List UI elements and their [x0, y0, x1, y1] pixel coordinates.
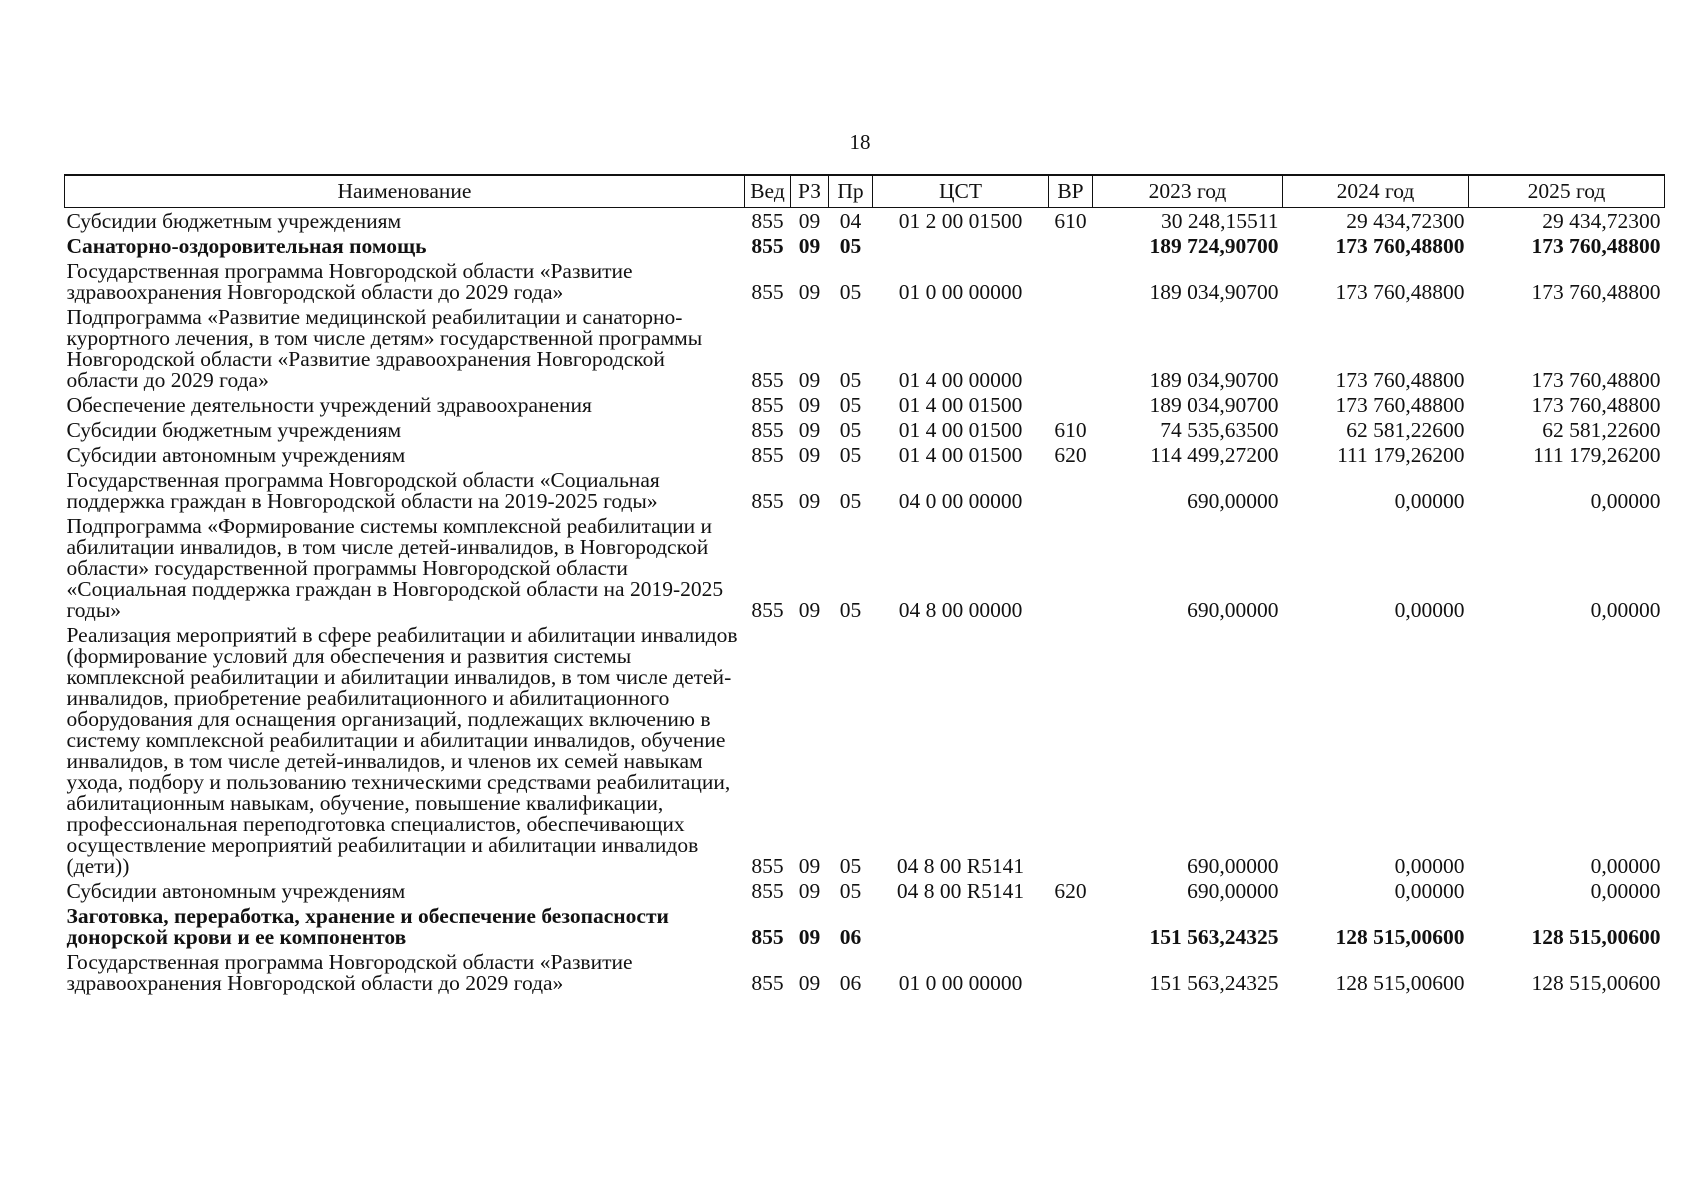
row-2023: 189 034,90700	[1149, 280, 1279, 304]
row-2024: 128 515,00600	[1335, 925, 1465, 949]
row-rz: 09	[798, 209, 821, 233]
row-rz: 09	[798, 489, 821, 513]
row-2024: 111 179,26200	[1337, 443, 1465, 467]
row-vr	[1049, 258, 1093, 304]
row-name: Подпрограмма «Развитие медицинской реабилитации и санаторно-курортного лечения, в том числе детям» государственной программы Новгородской области «Развитие здравоохранения Новгородской области до 2029 года»	[66, 305, 703, 392]
row-vr	[1049, 304, 1093, 392]
row-cst: 01 0 00 00000	[898, 280, 1023, 304]
row-ved: 855	[751, 280, 784, 304]
row-2024: 173 760,48800	[1335, 280, 1465, 304]
row-2025: 128 515,00600	[1531, 971, 1661, 995]
row-name: Государственная программа Новгородской области «Социальная поддержка граждан в Новгородской области на 2019-2025 годы»	[66, 468, 660, 513]
row-2024: 0,00000	[1394, 598, 1465, 622]
row-pr: 05	[839, 879, 862, 903]
row-rz: 09	[798, 393, 821, 417]
header-vr: ВР	[1049, 175, 1093, 208]
table-body	[65, 208, 1665, 996]
table-row	[65, 208, 1665, 234]
row-2023: 690,00000	[1187, 598, 1279, 622]
table-row	[65, 513, 1665, 622]
header-name: Наименование	[65, 175, 745, 208]
row-vr	[1049, 513, 1093, 622]
row-rz: 09	[798, 971, 821, 995]
row-2023: 690,00000	[1187, 854, 1279, 878]
row-2023: 114 499,27200	[1150, 443, 1279, 467]
row-2025: 173 760,48800	[1531, 234, 1661, 258]
row-2025: 0,00000	[1590, 598, 1661, 622]
row-2025: 0,00000	[1590, 854, 1661, 878]
row-2023: 189 034,90700	[1149, 393, 1279, 417]
row-vr: 620	[1054, 443, 1087, 467]
row-pr: 05	[839, 393, 862, 417]
row-ved: 855	[751, 925, 784, 949]
row-vr	[1049, 949, 1093, 995]
row-2025: 62 581,22600	[1542, 418, 1661, 442]
row-name: Заготовка, переработка, хранение и обеспечение безопасности донорской крови и ее компонентов	[66, 904, 669, 949]
row-2024: 0,00000	[1394, 879, 1465, 903]
row-2025: 173 760,48800	[1531, 368, 1661, 392]
row-2025: 173 760,48800	[1531, 393, 1661, 417]
row-pr: 05	[839, 368, 862, 392]
row-pr: 05	[839, 280, 862, 304]
row-2024: 0,00000	[1394, 489, 1465, 513]
row-rz: 09	[798, 598, 821, 622]
row-2023: 189 034,90700	[1149, 368, 1279, 392]
row-pr: 05	[839, 418, 862, 442]
row-2024: 173 760,48800	[1335, 393, 1465, 417]
row-pr: 06	[839, 971, 862, 995]
row-2023: 189 724,90700	[1149, 234, 1279, 258]
header-ved: Вед	[745, 175, 791, 208]
table-row	[65, 258, 1665, 304]
row-ved: 855	[751, 368, 784, 392]
row-2025: 0,00000	[1590, 489, 1661, 513]
row-name: Субсидии автономным учреждениям	[66, 443, 406, 467]
row-name: Санаторно-оздоровительная помощь	[66, 234, 427, 258]
table-row	[65, 467, 1665, 513]
table-row	[65, 878, 1665, 903]
row-pr: 05	[839, 854, 862, 878]
header-pr: Пр	[829, 175, 873, 208]
row-pr: 05	[839, 443, 862, 467]
header-2023: 2023 год	[1093, 175, 1283, 208]
row-cst: 04 0 00 00000	[898, 489, 1023, 513]
row-ved: 855	[751, 209, 784, 233]
table-row	[65, 392, 1665, 417]
header-rz: РЗ	[791, 175, 829, 208]
table-row	[65, 417, 1665, 442]
row-vr: 610	[1054, 209, 1087, 233]
row-rz: 09	[798, 234, 821, 258]
row-cst: 04 8 00 R5141	[896, 854, 1025, 878]
row-name: Государственная программа Новгородской области «Развитие здравоохранения Новгородской области до 2029 года»	[66, 259, 633, 304]
row-2025: 128 515,00600	[1531, 925, 1661, 949]
row-pr: 05	[839, 598, 862, 622]
row-2024: 29 434,72300	[1346, 209, 1465, 233]
row-2024: 62 581,22600	[1346, 418, 1465, 442]
row-2023: 151 563,24325	[1149, 925, 1279, 949]
table-row	[65, 903, 1665, 949]
row-pr: 05	[839, 489, 862, 513]
header-cst: ЦСТ	[873, 175, 1049, 208]
row-2023: 74 535,63500	[1160, 418, 1279, 442]
row-rz: 09	[798, 418, 821, 442]
row-cst	[873, 903, 1049, 949]
row-vr	[1049, 392, 1093, 417]
row-ved: 855	[751, 234, 784, 258]
row-2024: 0,00000	[1394, 854, 1465, 878]
table-row	[65, 442, 1665, 467]
table-row	[65, 233, 1665, 258]
row-pr: 05	[839, 234, 862, 258]
row-cst: 01 0 00 00000	[898, 971, 1023, 995]
row-vr	[1049, 903, 1093, 949]
row-ved: 855	[751, 879, 784, 903]
row-ved: 855	[751, 393, 784, 417]
row-rz: 09	[798, 443, 821, 467]
row-pr: 04	[839, 209, 862, 233]
row-vr	[1049, 467, 1093, 513]
row-ved: 855	[751, 854, 784, 878]
row-rz: 09	[798, 854, 821, 878]
budget-table	[64, 174, 1665, 995]
row-2025: 173 760,48800	[1531, 280, 1661, 304]
row-2024: 128 515,00600	[1335, 971, 1465, 995]
row-name: Подпрограмма «Формирование системы комплексной реабилитации и абилитации инвалидов, в том числе детей-инвалидов, в Новгородской области» государственной программы Новгородской области «Социальная поддержка граждан в Новгородской области на 2019-2025 годы»	[66, 514, 724, 622]
row-name: Субсидии автономным учреждениям	[66, 879, 406, 903]
row-rz: 09	[798, 879, 821, 903]
row-2023: 690,00000	[1187, 489, 1279, 513]
row-ved: 855	[751, 418, 784, 442]
row-cst: 04 8 00 R5141	[896, 879, 1025, 903]
table-row	[65, 304, 1665, 392]
row-2025: 111 179,26200	[1533, 443, 1661, 467]
page-number: 18	[849, 130, 871, 154]
row-name: Обеспечение деятельности учреждений здравоохранения	[66, 393, 592, 417]
row-cst: 01 4 00 01500	[898, 393, 1023, 417]
row-name: Субсидии бюджетным учреждениям	[66, 209, 402, 233]
row-cst: 01 4 00 00000	[898, 368, 1023, 392]
row-2023: 690,00000	[1187, 879, 1279, 903]
row-2023: 30 248,15511	[1161, 209, 1279, 233]
row-2024: 173 760,48800	[1335, 234, 1465, 258]
row-pr: 06	[839, 925, 862, 949]
row-vr: 610	[1054, 418, 1087, 442]
row-cst: 01 4 00 01500	[898, 443, 1023, 467]
row-ved: 855	[751, 443, 784, 467]
row-ved: 855	[751, 971, 784, 995]
row-vr	[1049, 233, 1093, 258]
row-rz: 09	[798, 925, 821, 949]
row-cst: 01 2 00 01500	[898, 209, 1023, 233]
row-2024: 173 760,48800	[1335, 368, 1465, 392]
row-2025: 0,00000	[1590, 879, 1661, 903]
row-cst	[873, 233, 1049, 258]
row-2023: 151 563,24325	[1149, 971, 1279, 995]
row-vr: 620	[1054, 879, 1087, 903]
table-row	[65, 949, 1665, 995]
table-row	[65, 622, 1665, 878]
row-2025: 29 434,72300	[1542, 209, 1661, 233]
row-name: Реализация мероприятий в сфере реабилитации и абилитации инвалидов (формирование условий для обеспечения и развития системы комплексной реабилитации и абилитации инвалидов, в том числе детей-инвалидов, приобретение реабилитационного и абилитационного оборудования для оснащения организаций, подлежащих включению в систему комплексной реабилитации и абилитации инвалидов, обучение инвалидов, в том числе детей-инвалидов, и членов их семей навыкам ухода, подбору и пользованию техническими средствами реабилитации, абилитационным навыкам, обучение, повышение квалификации, профессиональная переподготовка специалистов, обеспечивающих осуществление мероприятий реабилитации и абилитации инвалидов (дети))	[66, 623, 738, 878]
row-name: Государственная программа Новгородской области «Развитие здравоохранения Новгородской области до 2029 года»	[66, 950, 633, 995]
row-vr	[1049, 622, 1093, 878]
row-rz: 09	[798, 280, 821, 304]
row-ved: 855	[751, 489, 784, 513]
row-cst: 01 4 00 01500	[898, 418, 1023, 442]
row-cst: 04 8 00 00000	[898, 598, 1023, 622]
header-2025: 2025 год	[1469, 175, 1665, 208]
row-name: Субсидии бюджетным учреждениям	[66, 418, 402, 442]
row-rz: 09	[798, 368, 821, 392]
row-ved: 855	[751, 598, 784, 622]
table-header-row	[65, 175, 1665, 208]
header-2024: 2024 год	[1283, 175, 1469, 208]
